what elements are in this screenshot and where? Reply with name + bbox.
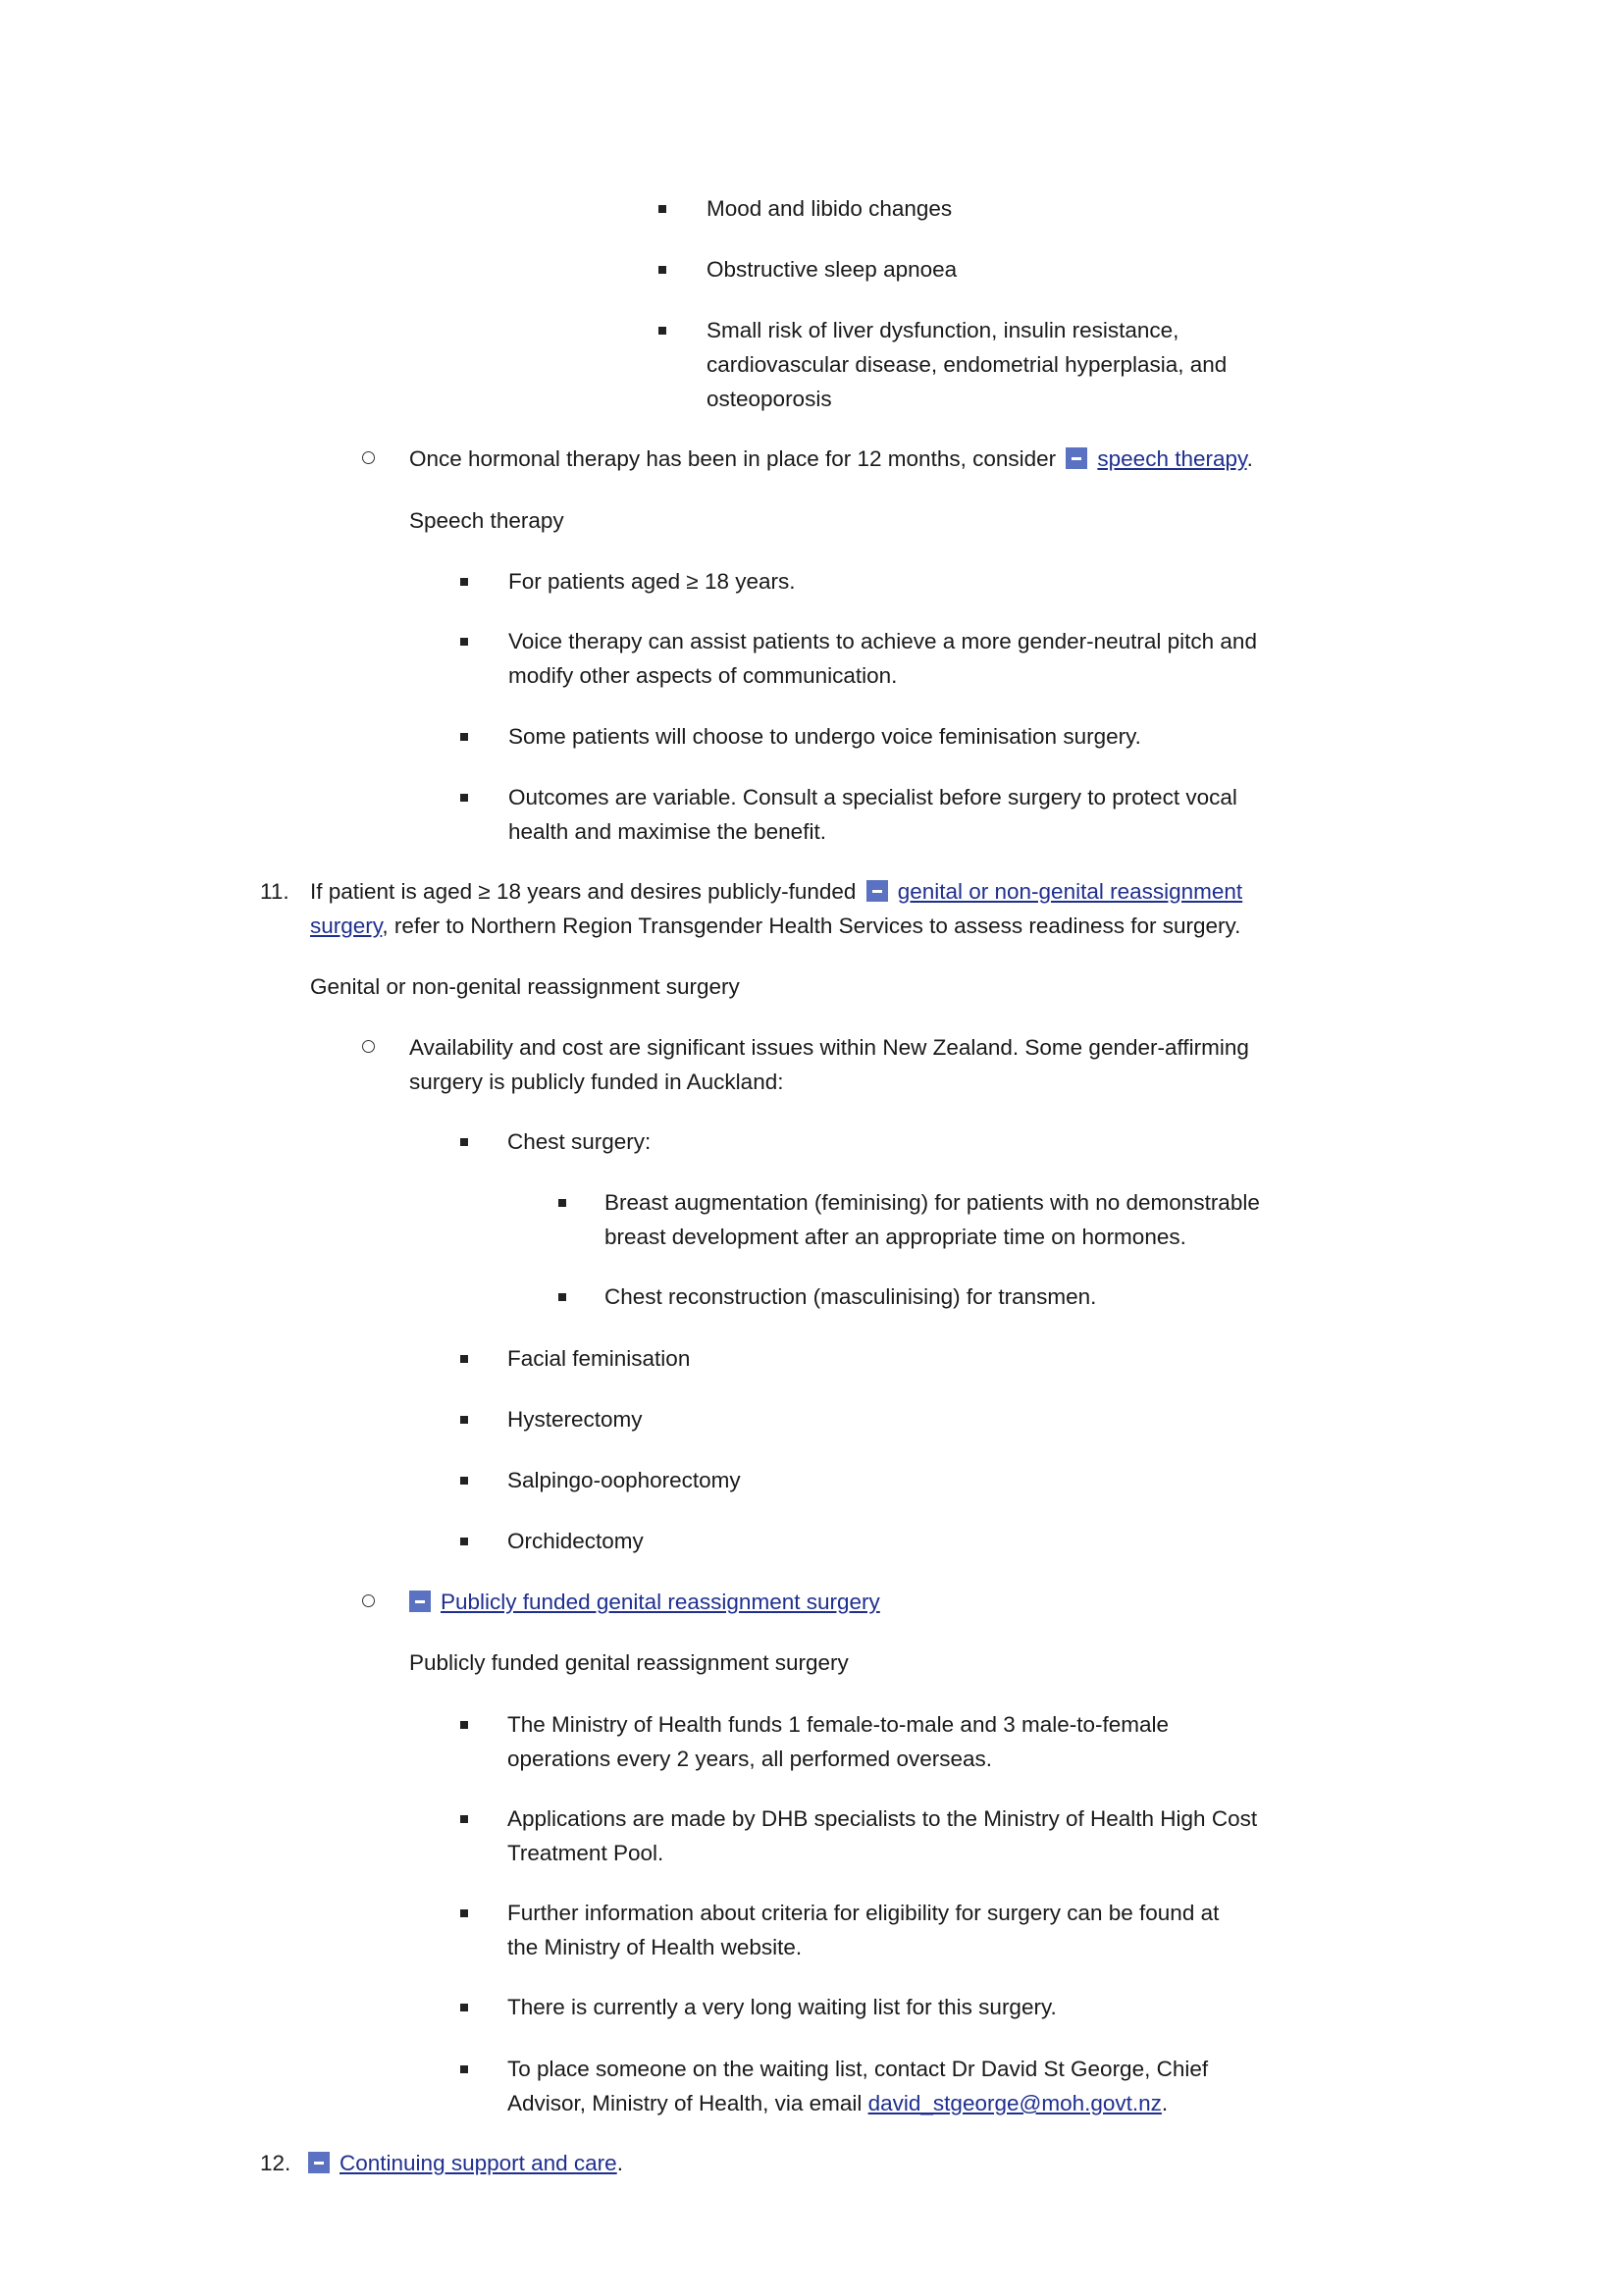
bullet: [558, 1186, 566, 1220]
list-item: health and maximise the benefit.: [508, 819, 826, 844]
list-item: cardiovascular disease, endometrial hyperplasia, and: [707, 352, 1228, 377]
section-heading: Genital or non-genital reassignment surgery: [310, 974, 740, 999]
bullet: [460, 1125, 468, 1159]
list-item: modify other aspects of communication.: [508, 663, 898, 688]
step-12-text: [304, 2147, 623, 2180]
list-item: Obstructive sleep apnoea: [707, 257, 958, 282]
collapse-icon[interactable]: [409, 1591, 431, 1612]
text: .: [1246, 446, 1253, 471]
section-heading: Speech therapy: [409, 508, 564, 533]
step-11-text: [310, 910, 1240, 943]
text: , refer to Northern Region Transgender Health Services to assess readiness for surgery.: [382, 913, 1241, 938]
list-item: Applications are made by DHB specialists to the Ministry of Health High Cost: [507, 1806, 1258, 1831]
list-item: Outcomes are variable. Consult a specialist before surgery to protect vocal: [508, 785, 1237, 809]
bullet: [460, 720, 468, 754]
list-item: [507, 2087, 1168, 2120]
list-item: osteoporosis: [707, 387, 832, 411]
list-item: Treatment Pool.: [507, 1841, 664, 1865]
bullet: [460, 1342, 468, 1376]
bullet: [658, 314, 666, 347]
reassignment-surgery-link[interactable]: genital or non-genital reassignment: [897, 879, 1243, 904]
list-item: Hysterectomy: [507, 1407, 643, 1432]
bullet: [460, 1991, 468, 2024]
text: .: [616, 2151, 623, 2175]
bullet: [658, 253, 666, 287]
list-item: Chest reconstruction (masculinising) for transmen.: [604, 1284, 1097, 1309]
step-number: 12.: [260, 2151, 291, 2175]
bullet: [460, 1708, 468, 1742]
list-item: To place someone on the waiting list, contact Dr David St George, Chief: [507, 2057, 1209, 2081]
list-item: breast development after an appropriate time on hormones.: [604, 1225, 1186, 1249]
list-item: Some patients will choose to undergo voice feminisation surgery.: [508, 724, 1141, 749]
collapse-icon[interactable]: [308, 2152, 330, 2173]
list-item: Orchidectomy: [507, 1529, 644, 1553]
circle-bullet: [362, 444, 375, 477]
list-item: The Ministry of Health funds 1 female-to-male and 3 male-to-female: [507, 1712, 1170, 1737]
list-item: Chest surgery:: [507, 1129, 652, 1154]
circle-bullet: [362, 1032, 375, 1066]
list-item: Availability and cost are significant issues within New Zealand. Some gender-affirming: [409, 1035, 1249, 1060]
list-item: Salpingo-oophorectomy: [507, 1468, 741, 1492]
bullet: [460, 1802, 468, 1836]
bullet: [558, 1280, 566, 1314]
list-item: surgery is publicly funded in Auckland:: [409, 1070, 784, 1094]
bullet: [460, 781, 468, 814]
list-item: the Ministry of Health website.: [507, 1935, 803, 1959]
bullet: [460, 1464, 468, 1497]
list-item: Facial feminisation: [507, 1346, 691, 1371]
bullet: [460, 625, 468, 658]
list-item: Voice therapy can assist patients to achieve a more gender-neutral pitch and: [508, 629, 1257, 653]
bullet: [460, 565, 468, 599]
publicly-funded-link[interactable]: Publicly funded genital reassignment surgery: [441, 1590, 880, 1614]
continuing-support-link[interactable]: Continuing support and care: [340, 2151, 617, 2175]
speech-therapy-link[interactable]: speech therapy: [1097, 446, 1247, 471]
speech-therapy-item: [409, 443, 1253, 476]
bullet: [460, 1897, 468, 1930]
bullet: [658, 192, 666, 226]
list-item: Breast augmentation (feminising) for patients with no demonstrable: [604, 1190, 1260, 1215]
bullet: [460, 1525, 468, 1558]
bullet: [460, 1403, 468, 1436]
text: Advisor, Ministry of Health, via email: [507, 2091, 868, 2115]
publicly-funded-item: [405, 1586, 880, 1619]
text: .: [1161, 2091, 1169, 2115]
list-item: Mood and libido changes: [707, 196, 953, 221]
collapse-icon[interactable]: [1066, 447, 1087, 469]
reassignment-surgery-link[interactable]: surgery: [310, 913, 383, 938]
list-item: operations every 2 years, all performed overseas.: [507, 1747, 992, 1771]
section-heading: Publicly funded genital reassignment surgery: [409, 1650, 849, 1675]
step-number: 11.: [260, 879, 289, 904]
collapse-icon[interactable]: [866, 880, 888, 902]
text: Once hormonal therapy has been in place for 12 months, consider: [409, 446, 1057, 471]
bullet: [460, 2053, 468, 2086]
text: If patient is aged ≥ 18 years and desires publicly-funded: [310, 879, 857, 904]
list-item: For patients aged ≥ 18 years.: [508, 569, 796, 594]
list-item: There is currently a very long waiting list for this surgery.: [507, 1995, 1057, 2019]
email-link[interactable]: david_stgeorge@moh.govt.nz: [867, 2091, 1162, 2115]
list-item: Small risk of liver dysfunction, insulin resistance,: [707, 318, 1179, 342]
list-item: Further information about criteria for eligibility for surgery can be found at: [507, 1901, 1220, 1925]
circle-bullet: [362, 1587, 375, 1620]
step-11-text: [310, 875, 1242, 909]
